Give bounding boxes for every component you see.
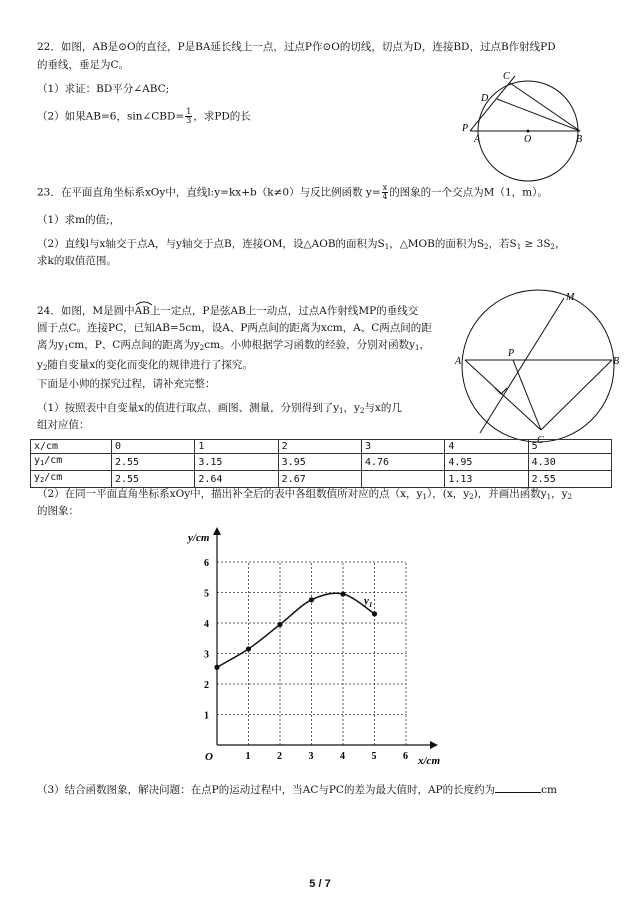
data-point bbox=[214, 665, 219, 670]
q22-center-dot bbox=[527, 130, 530, 133]
q24-part1 bbox=[37, 401, 402, 419]
table-row bbox=[31, 471, 612, 488]
q24-label-C: C bbox=[537, 435, 544, 446]
q24-stem-text-3b: cm，P、C两点间的距离为y bbox=[68, 339, 200, 351]
table-header-cell bbox=[31, 471, 112, 488]
q24-part1-text-c: 与x的几 bbox=[364, 402, 402, 414]
q23-stem-text-a: 23．在平面直角坐标系xOy中，直线l:y=kx+b（k≠0）与反比例函数 y= bbox=[37, 186, 381, 199]
arc-mark bbox=[135, 300, 153, 306]
table-cell: 3 bbox=[361, 440, 444, 454]
x-tick-label: 2 bbox=[277, 751, 282, 762]
q23-stem bbox=[37, 184, 548, 201]
q22-label-A: A bbox=[474, 134, 481, 145]
x-axis-label: x/cm bbox=[418, 755, 440, 767]
q24-stem-line2: 圆于点C。连接PC，已知AB=5cm，设A、P两点间的距离为xcm，A、C两点间的距 bbox=[37, 322, 432, 334]
origin-label: O bbox=[205, 751, 213, 763]
q24-sub-2a: 2 bbox=[199, 344, 205, 352]
q23-fraction bbox=[382, 184, 389, 201]
table-cell: 2.67 bbox=[278, 471, 361, 488]
row-label-sub: 2 bbox=[40, 476, 45, 484]
q23-part1: （1）求m的值;， bbox=[37, 214, 121, 226]
y-axis-label: y/cm bbox=[188, 532, 210, 544]
q22-fraction bbox=[185, 108, 192, 125]
q23-sub-2b: 2 bbox=[550, 243, 556, 251]
curve-label-y1 bbox=[362, 595, 372, 609]
q22-part2 bbox=[37, 108, 251, 125]
q24-stem-line1 bbox=[37, 303, 467, 320]
q22-stem-line1: 22．如图，AB是⊙O的直径，P是BA延长线上一点，过点P作⊙O的切线，切点为D，连接BD，过点B作射线PD bbox=[37, 41, 556, 53]
q24-stem-line4 bbox=[37, 357, 467, 377]
q24-stem-line3 bbox=[37, 337, 467, 357]
q22-circle-figure bbox=[455, 66, 615, 196]
q24-sub-1a: 1 bbox=[63, 344, 69, 352]
q24-part2-text-d: ，y bbox=[551, 488, 568, 500]
series-line-y1 bbox=[217, 593, 375, 667]
q24-stem-text-1b: 上一定点，P是弦AB上一动点，过点A作射线MP的垂线交 bbox=[149, 305, 419, 317]
q22-segment-BC bbox=[510, 83, 580, 131]
q24-part2-text-b: ），(x，y bbox=[426, 488, 470, 500]
q22-stem-line2: 的垂线，垂足为C。 bbox=[37, 59, 130, 71]
data-point bbox=[372, 611, 377, 616]
q24-sub-1e: 1 bbox=[546, 493, 552, 501]
table-cell: 1.13 bbox=[445, 471, 528, 488]
q23-part2-line2: 求k的取值范围。 bbox=[37, 255, 117, 267]
q24-part1-text-b: ，y bbox=[343, 402, 360, 414]
data-point bbox=[246, 646, 251, 651]
q22-label-O: O bbox=[524, 134, 532, 145]
q23-part2-text-e: ， bbox=[555, 238, 566, 250]
q24-segment-BC bbox=[541, 360, 612, 430]
q23-frac-den: 4 bbox=[382, 192, 388, 201]
y-tick-label: 2 bbox=[204, 680, 209, 691]
q22-label-C: C bbox=[503, 71, 510, 82]
q22-part2-text-b: ，求PD的长 bbox=[193, 110, 251, 123]
curve-label-y: y bbox=[364, 595, 369, 607]
data-point bbox=[340, 591, 345, 596]
q24-sub-2c: 2 bbox=[359, 407, 365, 415]
q24-function-graph bbox=[185, 522, 445, 767]
x-tick-label: 6 bbox=[403, 751, 408, 762]
q22-label-P: P bbox=[462, 123, 469, 134]
q24-part3-text: （3）结合函数图象，解决问题：在点P的运动过程中，当AC与PC的差为最大值时，AP的长度约为 bbox=[37, 784, 496, 796]
q24-sub-2e: 2 bbox=[567, 493, 573, 501]
graph-grid bbox=[217, 562, 406, 745]
table-cell: 2 bbox=[278, 440, 361, 454]
page-number: 5 / 7 bbox=[309, 878, 331, 890]
q22-part2-text-a: （2）如果AB=6，sin∠CBD= bbox=[37, 110, 185, 123]
table-cell: 4 bbox=[445, 440, 528, 454]
table-cell: 0 bbox=[112, 440, 195, 454]
table-row bbox=[31, 440, 612, 454]
q24-stem bbox=[37, 303, 467, 377]
row-label-y: y bbox=[34, 455, 41, 466]
graph-tick-labels bbox=[204, 558, 408, 762]
x-tick-label: 3 bbox=[308, 751, 314, 762]
table-cell: 1 bbox=[195, 440, 278, 454]
q22-part1: （1）求证：BD平分∠ABC; bbox=[37, 83, 170, 95]
row-label-y: y bbox=[34, 472, 41, 483]
q23-part2-text-b: ，△MOB的面积为S bbox=[389, 238, 485, 250]
table-cell: 2.55 bbox=[112, 471, 195, 488]
q24-sub-1c: 1 bbox=[339, 407, 344, 415]
q23-part2-text-c: ，若S bbox=[488, 238, 517, 250]
table-row bbox=[31, 454, 612, 471]
q24-part3-unit: cm bbox=[541, 784, 557, 796]
q24-stem-text-4b: 随自变量x的变化而变化的规律进行了探究。 bbox=[47, 359, 253, 371]
q22-label-B: B bbox=[576, 134, 583, 145]
table-cell: 5 bbox=[528, 440, 611, 454]
table-cell: 3.15 bbox=[195, 454, 278, 471]
q23-frac-num: x bbox=[382, 183, 388, 192]
q24-intro: 下面是小帅的探究过程，请补充完整： bbox=[37, 378, 216, 390]
row-label-unit: /cm bbox=[44, 472, 63, 483]
q24-label-B: B bbox=[613, 356, 620, 367]
q24-segment-PC bbox=[513, 360, 541, 430]
q24-part1-text-a: （1）按照表中自变量x的值进行取点、画图、测量，分别得到了y bbox=[37, 402, 340, 414]
q22-frac-num: 1 bbox=[186, 107, 192, 116]
q23-sub-1a: 1 bbox=[384, 243, 390, 251]
q24-segment-AC bbox=[465, 360, 541, 430]
row-label-unit: /cm bbox=[44, 455, 63, 466]
q24-part1-line2: 组对应值： bbox=[37, 419, 90, 431]
q23-part2 bbox=[37, 237, 566, 255]
q24-part2-text-a: （2）在同一平面直角坐标系xOy中，描出补全后的表中各组数值所对应的点（x，y bbox=[37, 488, 423, 500]
q24-stem-text-3d: ， bbox=[419, 339, 430, 351]
q23-stem-text-b: 的图象的一个交点为M（1，m）。 bbox=[389, 186, 548, 199]
row-label-sub: 1 bbox=[40, 459, 45, 467]
y-tick-label: 3 bbox=[204, 649, 209, 661]
q24-circle bbox=[462, 290, 614, 442]
q24-stem-text-4a: y bbox=[37, 359, 43, 371]
q23-part2-text-a: （2）直线l与x轴交于点A，与y轴交于点B，连接OM，设△AOB的面积为S bbox=[37, 238, 385, 250]
q22-label-D: D bbox=[481, 93, 489, 104]
x-tick-label: 5 bbox=[371, 751, 377, 762]
y-tick-label: 5 bbox=[204, 588, 209, 600]
q24-sub-1d: 1 bbox=[422, 493, 427, 501]
table-cell: 4.76 bbox=[361, 454, 444, 471]
graph-axes bbox=[213, 527, 438, 749]
x-tick-label: 4 bbox=[340, 751, 345, 762]
y-tick-label: 6 bbox=[204, 558, 209, 569]
q23-sub-1b: 1 bbox=[516, 243, 522, 251]
q24-label-P: P bbox=[508, 348, 515, 359]
q24-label-A: A bbox=[455, 356, 462, 367]
q22-segment-BD bbox=[497, 99, 580, 131]
q24-part2-line2: 的图象： bbox=[37, 505, 79, 517]
data-point bbox=[277, 622, 282, 627]
table-cell: 4.30 bbox=[528, 454, 611, 471]
table-cell: 2.55 bbox=[528, 471, 611, 488]
series-points-y1 bbox=[214, 591, 377, 669]
y-axis-arrow bbox=[213, 527, 221, 535]
table-cell: 2.64 bbox=[195, 471, 278, 488]
q24-stem-text-1a: 24．如图，M是圆中 bbox=[37, 305, 135, 317]
answer-blank[interactable] bbox=[495, 782, 541, 793]
curve-label-sub: 1 bbox=[368, 601, 373, 609]
q24-label-M: M bbox=[566, 292, 575, 303]
q24-sub-1b: 1 bbox=[415, 344, 420, 352]
q24-circle-figure bbox=[452, 288, 622, 458]
q24-arc-AB: AB bbox=[135, 303, 150, 320]
table-cell: 3.95 bbox=[278, 454, 361, 471]
data-point bbox=[309, 597, 314, 602]
table-cell: 4.95 bbox=[445, 454, 528, 471]
table-cell-blank[interactable] bbox=[361, 471, 444, 488]
table-cell: 2.55 bbox=[112, 454, 195, 471]
q24-value-table bbox=[30, 439, 612, 488]
table-header-cell bbox=[31, 454, 112, 471]
q24-part2 bbox=[37, 487, 572, 505]
q24-stem-text-3c: cm。小帅根据学习函数的经验，分别对函数y bbox=[204, 339, 416, 351]
q24-sub-2b: 2 bbox=[42, 364, 48, 372]
q24-sub-2d: 2 bbox=[469, 493, 474, 501]
y-tick-label: 1 bbox=[204, 710, 209, 722]
table-header-cell: x/cm bbox=[31, 440, 112, 454]
q24-stem-text-3a: 离为y bbox=[37, 339, 64, 351]
y-tick-label: 4 bbox=[204, 619, 209, 630]
q24-part2-text-c: )，并画出函数y bbox=[473, 488, 547, 500]
x-axis-arrow bbox=[430, 741, 438, 749]
q24-part3 bbox=[37, 782, 557, 798]
q22-frac-den: 3 bbox=[186, 116, 192, 125]
x-tick-label: 1 bbox=[245, 751, 251, 762]
q23-part2-text-d: ≥ 3S bbox=[521, 238, 551, 250]
q23-sub-2a: 2 bbox=[484, 243, 489, 251]
